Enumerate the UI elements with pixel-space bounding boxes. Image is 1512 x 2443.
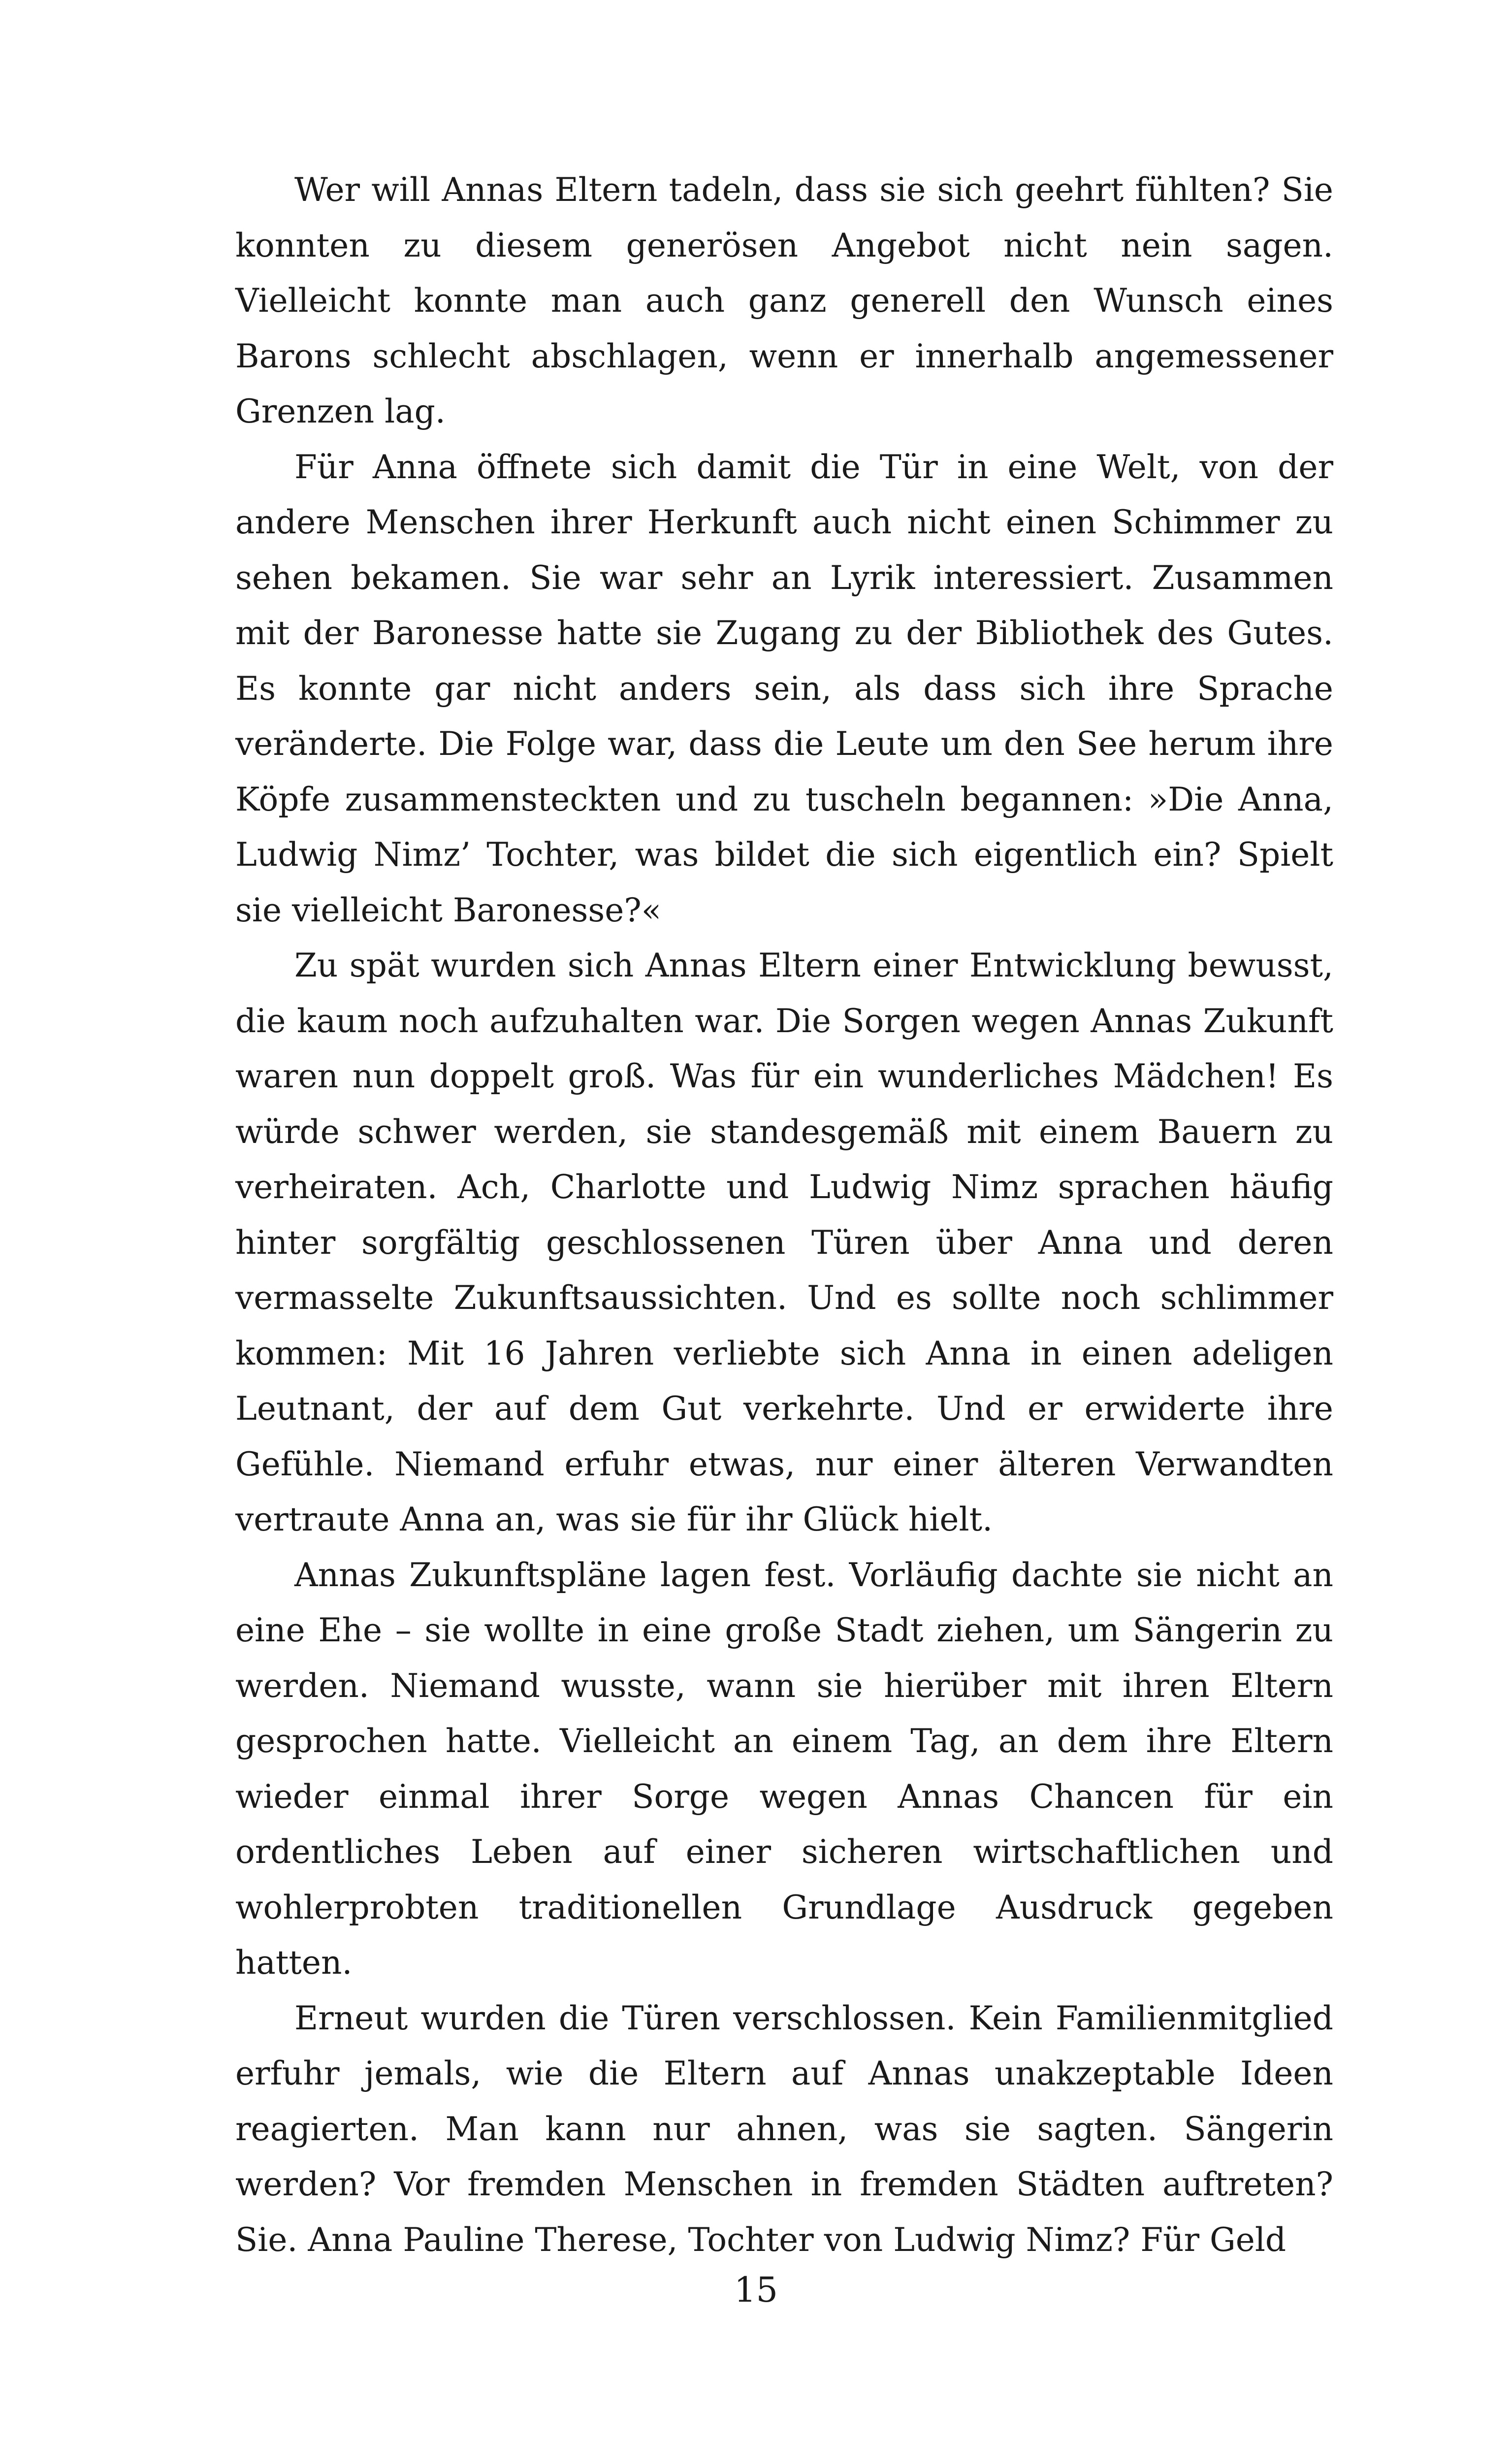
paragraph-2: Für Anna öffnete sich damit die Tür in eine Welt, von der andere Menschen ihrer Herkunft auch nicht einen Schimmer zu sehen bekamen. Sie war sehr an Lyrik interessiert. Zusammen mit der Baronesse hatte sie Zugang zu der Bibliothek des Gutes. Es konnte gar nicht anders sein, als dass sich ihre Sprache veränderte. Die Folge war, dass die Leute um den See herum ihre Köpfe zusammensteckten und zu tuscheln begannen: »Die Anna, Ludwig Nimz’ Tochter, was bildet die sich eigentlich ein? Spielt sie vielleicht Baronesse?«: [235, 448, 1333, 929]
paragraph-5: Erneut wurden die Türen verschlossen. Kein Familienmitglied erfuhr jemals, wie die Eltern auf Annas unakzeptable Ideen reagierten. Man kann nur ahnen, was sie sagten. Sängerin werden? Vor fremden Menschen in fremden Städten auftreten? Sie. Anna Pauline Therese, Tochter von Ludwig Nimz? Für Geld: [235, 1999, 1333, 2259]
paragraph-4: Annas Zukunftspläne lagen fest. Vorläufig dachte sie nicht an eine Ehe – sie wollte in eine große Stadt ziehen, um Sängerin zu werden. Niemand wusste, wann sie hierüber mit ihren Eltern gesprochen hatte. Vielleicht an einem Tag, an dem ihre Eltern wieder einmal ihrer Sorge wegen Annas Chancen für ein ordentliches Leben auf einer sicheren wirtschaftlichen und wohlerprobten traditionellen Grundlage Ausdruck gegeben hatten.: [235, 1556, 1333, 1982]
paragraph-3: Zu spät wurden sich Annas Eltern einer Entwicklung bewusst, die kaum noch aufzuhalten war. Die Sorgen wegen Annas Zukunft waren nun doppelt groß. Was für ein wunderliches Mädchen! Es würde schwer werden, sie standesgemäß mit einem Bauern zu verheiraten. Ach, Charlotte und Ludwig Nimz sprachen häufig hinter sorgfältig geschlossenen Türen über Anna und deren vermasselte Zukunftsaussichten. Und es sollte noch schlimmer kommen: Mit 16 Jahren verliebte sich Anna in einen adeligen Leutnant, der auf dem Gut verkehrte. Und er erwiderte ihre Gefühle. Niemand erfuhr etwas, nur einer älteren Verwandten vertraute Anna an, was sie für ihr Glück hielt.: [235, 946, 1333, 1538]
page-number: 15: [734, 2270, 778, 2310]
body-text: [235, 163, 1333, 2268]
paragraph-1: Wer will Annas Eltern tadeln, dass sie sich geehrt fühlten? Sie konnten zu diesem generösen Angebot nicht nein sagen. Vielleicht konnte man auch ganz generell den Wunsch eines Barons schlecht abschlagen, wenn er innerhalb angemessener Grenzen lag.: [235, 171, 1333, 430]
